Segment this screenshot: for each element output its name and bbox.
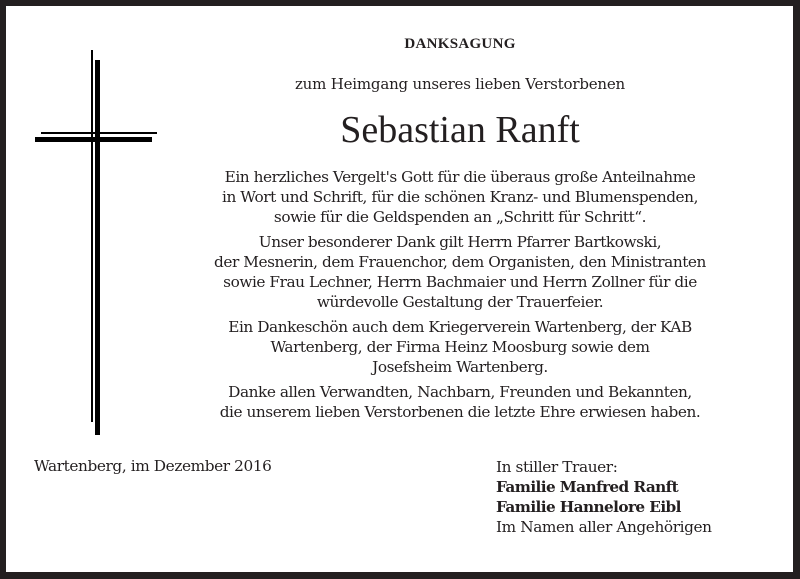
cross-thick-vertical — [95, 60, 100, 435]
family-name: Familie Hannelore Eibl — [496, 498, 681, 516]
notice-body — [146, 167, 774, 427]
signature-block — [496, 457, 712, 537]
notice-subtitle: zum Heimgang unseres lieben Verstorbenen — [294, 75, 625, 93]
paragraph-special-thanks: Unser besonderer Dank gilt Herrn Pfarrer Bartkowski, der Mesnerin, dem Frauenchor, dem Organisten, den Ministranten sowie Frau Lechner, Herrn Bachmaier und Herrn Zollner für die würdevolle Gestaltung der Trauerfeier. — [214, 233, 706, 311]
notice-heading: DANKSAGUNG — [404, 36, 516, 52]
paragraph-organizations: Ein Dankeschön auch dem Kriegerverein Wartenberg, der KAB Wartenberg, der Firma Heinz Moosburg sowie dem Josefsheim Wartenberg. — [228, 318, 692, 376]
place-date: Wartenberg, im Dezember 2016 — [34, 457, 272, 475]
cross-thin-vertical — [91, 50, 93, 422]
signature-closing: Im Namen aller Angehörigen — [496, 518, 712, 536]
signature-intro: In stiller Trauer: — [496, 458, 618, 476]
family-name: Familie Manfred Ranft — [496, 478, 679, 496]
cross-thin-horizontal — [41, 132, 157, 134]
obituary-notice — [6, 6, 793, 572]
paragraph-thanks: Ein herzliches Vergelt's Gott für die überaus große Anteilnahme in Wort und Schrift, für die schönen Kranz- und Blumenspenden, sowie für die Geldspenden an „Schritt für Schritt“. — [222, 168, 698, 226]
paragraph-relatives: Danke allen Verwandten, Nachbarn, Freunden und Bekannten, die unserem lieben Verstorbenen die letzte Ehre erwiesen haben. — [219, 383, 701, 421]
cross-thick-horizontal — [35, 137, 152, 142]
deceased-name: Sebastian Ranft — [340, 109, 580, 151]
